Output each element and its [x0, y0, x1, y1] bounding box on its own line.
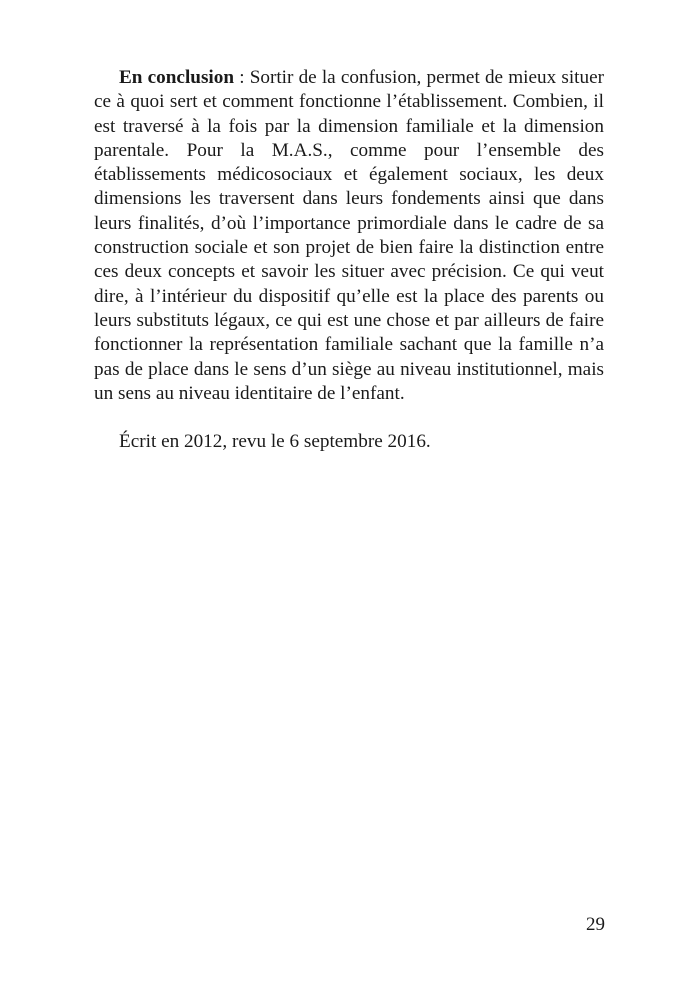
body-text — [94, 66, 604, 454]
closing-date-line: Écrit en 2012, revu le 6 septembre 2016. — [119, 431, 431, 453]
conclusion-label: En conclusion — [119, 67, 235, 88]
page-number: 29 — [586, 914, 605, 935]
conclusion-text: : Sortir de la confusion, permet de mieux situer ce à quoi sert et comment fonctionne l’établissement. Combien, il est traversé à la fois par la dimension familiale et la dimension parentale. Pour la M.A.S., comme pour l’ensemble des établissements médicosociaux et également sociaux, les deux dimensions les traversent dans leurs fondements ainsi que dans leurs finalités, d’où l’importance primordiale dans le cadre de sa construction sociale et son projet de bien faire la distinction entre ces deux concepts et savoir les situer avec précision. Ce qui veut dire, à l’intérieur du dispositif qu’elle est la place des parents ou leurs substituts légaux, ce qui est une chose et par ailleurs de faire fonctionner la représentation familiale sachant que la famille n’a pas de place dans le sens d’un siège au niveau institutionnel, mais un sens au niveau identitaire de l’enfant. — [94, 67, 604, 404]
conclusion-paragraph — [94, 66, 604, 406]
